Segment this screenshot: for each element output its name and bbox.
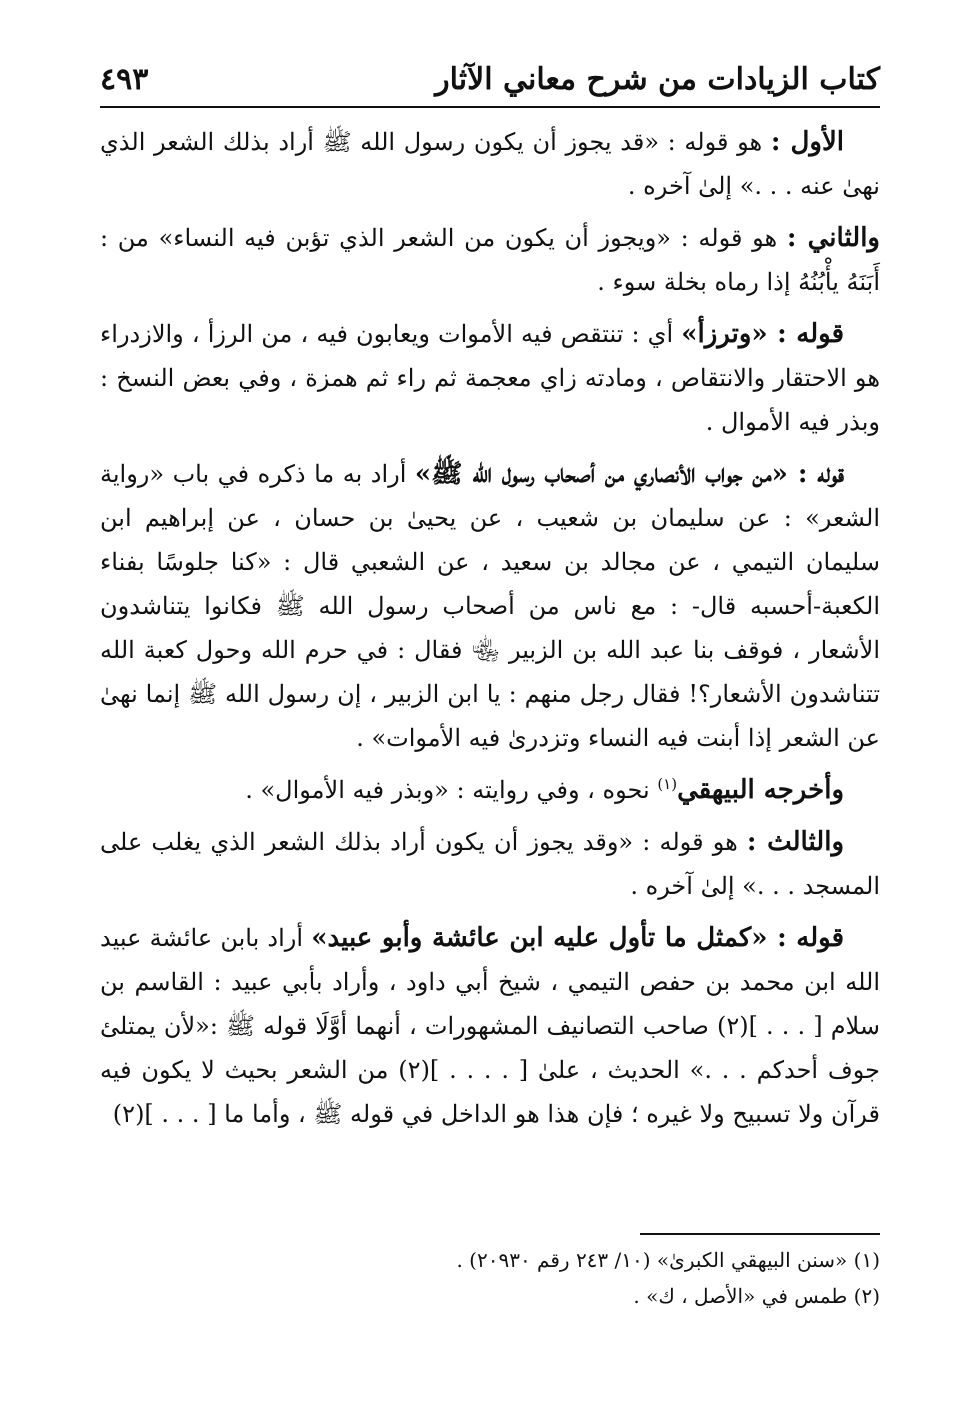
paragraph-lead: وأخرجه البيهقي [677, 775, 844, 805]
paragraph-lead: والثالث : [746, 827, 844, 857]
paragraph-text: أي : تنتقص فيه الأموات ويعابون فيه ، من الرزأ ، والازدراء هو الاحتقار والانتقاص ، ومادته زاي معجمة ثم راء ثم همزة ، وفي بعض النسخ : وبذر فيه الأموال . [100, 320, 880, 436]
main-text [100, 120, 880, 1144]
paragraph-second [100, 216, 880, 304]
paragraph-ibn-aisha [100, 916, 880, 1136]
running-title: كتاب الزيادات من شرح معاني الآثار [435, 61, 880, 97]
paragraph-lead: الأول : [770, 127, 844, 157]
paragraph-text: هو قوله : «قد يجوز أن يكون رسول الله ﷺ أراد بذلك الشعر الذي نهىٰ عنه . . .» إلىٰ آخره . [100, 128, 880, 200]
footnote-1: (١) «سنن البيهقي الكبرىٰ» (١٠/ ٢٤٣ رقم ٢٠٩٣٠) . [456, 1248, 880, 1272]
paragraph-lead: قوله : «كمثل ما تأول عليه ابن عائشة وأبو عبيد» [311, 923, 845, 953]
paragraph-lead: قوله : «وترزأ» [681, 319, 845, 349]
paragraph-bayhaqi [100, 768, 880, 812]
paragraph-lead: قوله : «من جواب الأنصاري من أصحاب رسول الله ﷺ» [414, 459, 844, 489]
footnote-ref: (١) [657, 775, 678, 793]
paragraph-tarza [100, 312, 880, 444]
page-number: ٤٩٣ [100, 61, 149, 97]
footnote-2: (٢) طمس في «الأصل ، ك» . [633, 1284, 880, 1308]
page-header [100, 52, 880, 108]
paragraph-third [100, 820, 880, 908]
footnote-divider [640, 1233, 880, 1235]
paragraph-first [100, 120, 880, 208]
paragraph-text: أراد به ما ذكره في باب «رواية الشعر» : عن سليمان بن شعيب ، عن يحيىٰ بن حسان ، عن إبراهيم ابن سليمان التيمي ، عن مجالد بن سعيد ، عن الشعبي قال : «كنا جلوسًا بفناء الكعبة-أحسبه قال- : مع ناس من أصحاب رسول الله ﷺ فكانوا يتناشدون الأشعار ، فوقف بنا عبد الله بن الزبير ﵄ فقال : في حرم الله وحول كعبة الله تتناشدون الأشعار؟! فقال رجل منهم : يا ابن الزبير ، إن رسول الله ﷺ إنما نهىٰ عن الشعر إذا أبنت فيه النساء وتزدرىٰ فيه الأموات» . [100, 460, 880, 752]
paragraph-text: نحوه ، وفي روايته : «وبذر فيه الأموال» . [245, 776, 658, 804]
paragraph-ansari [100, 452, 880, 760]
paragraph-lead: والثاني : [786, 223, 880, 253]
footnotes [100, 1242, 880, 1314]
paragraph-text: هو قوله : «ويجوز أن يكون من الشعر الذي تؤبن فيه النساء» من : أَبَنَهُ يأْبُنُهُ إذا رماه بخلة سوء . [100, 224, 880, 296]
paragraph-text: هو قوله : «وقد يجوز أن يكون أراد بذلك الشعر الذي يغلب على المسجد . . .» إلىٰ آخره . [100, 828, 880, 900]
paragraph-text: أراد بابن عائشة عبيد الله ابن محمد بن حفص التيمي ، شيخ أبي داود ، وأراد بأبي عبيد : القاسم بن سلام [ . . . ](٢) صاحب التصانيف المشهورات ، أنهما أوَّلَا قوله ﷺ :«لأن يمتلئ جوف أحدكم . . .» الحديث ، علىٰ [ . . . . ](٢) من الشعر بحيث لا يكون فيه قرآن ولا تسبيح ولا غيره ؛ فإن هذا هو الداخل في قوله ﷺ ، وأما ما [ . . . ](٢) [100, 924, 880, 1128]
